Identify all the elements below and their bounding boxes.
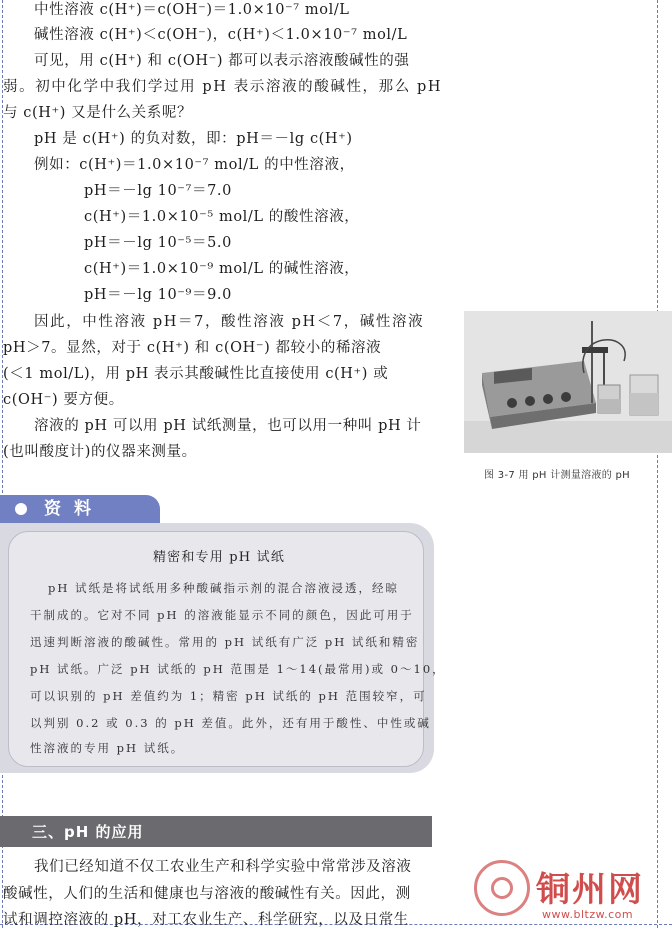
figure-caption: 图 3-7 用 pH 计测量溶液的 pH	[484, 470, 630, 481]
reference-tab-label: 资料	[44, 499, 104, 519]
margin-guide-left	[2, 0, 3, 928]
reference-line: 以判别 0.2 或 0.3 的 pH 差值。此外，还有用于酸性、中性或碱	[30, 716, 431, 730]
text-line: pH＝－lg 10⁻⁷＝7.0	[84, 183, 232, 199]
text-line: 与 c(H⁺) 又是什么关系呢？	[3, 105, 193, 121]
text-line: 溶液的 pH 可以用 pH 试纸测量，也可以用一种叫 pH 计	[34, 418, 422, 434]
text-line: 我们已经知道不仅工农业生产和科学实验中常常涉及溶液	[34, 859, 412, 875]
bullet-dot-icon	[15, 503, 27, 515]
ph-meter-illustration	[464, 311, 672, 453]
reference-tab	[0, 495, 160, 523]
text-line: 弱。初中化学中我们学过用 pH 表示溶液的酸碱性，那么 pH	[3, 79, 443, 95]
text-line: pH＞7。显然，对于 c(H⁺) 和 c(OH⁻) 都较小的稀溶液	[3, 340, 382, 356]
text-line: c(H⁺)＝1.0×10⁻⁹ mol/L 的碱性溶液，	[84, 261, 360, 277]
ph-meter-photo	[464, 311, 672, 453]
reference-title: 精密和专用 pH 试纸	[152, 550, 286, 565]
site-watermark	[470, 858, 670, 928]
text-line: c(OH⁻) 要方便。	[3, 392, 124, 408]
text-line: 酸碱性，人们的生活和健康也与溶液的酸碱性有关。因此，测	[3, 886, 411, 902]
reference-line: 性溶液的专用 pH 试纸。	[30, 741, 185, 755]
text-line: c(H⁺)＝1.0×10⁻⁵ mol/L 的酸性溶液，	[84, 209, 360, 225]
margin-guide-right	[657, 0, 658, 928]
text-line: 例如：c(H⁺)＝1.0×10⁻⁷ mol/L 的中性溶液，	[34, 157, 355, 173]
reference-line: 迅速判断溶液的酸碱性。常用的 pH 试纸有广泛 pH 试纸和精密	[30, 635, 420, 649]
text-line: 碱性溶液 c(H⁺)＜c(OH⁻)，c(H⁺)＜1.0×10⁻⁷ mol/L	[34, 27, 408, 43]
section-heading	[0, 816, 432, 847]
text-line: 试和调控溶液的 pH，对工农业生产、科学研究，以及日常生	[3, 912, 409, 928]
text-line: (＜1 mol/L)，用 pH 表示其酸碱性比直接使用 c(H⁺) 或	[3, 366, 389, 382]
section-heading-label: 三、pH 的应用	[32, 823, 144, 841]
text-line: pH＝－lg 10⁻⁵＝5.0	[84, 235, 232, 251]
text-line: pH＝－lg 10⁻⁹＝9.0	[84, 287, 232, 303]
text-line: (也叫酸度计)的仪器来测量。	[3, 444, 197, 460]
text-line: 中性溶液 c(H⁺)＝c(OH⁻)＝1.0×10⁻⁷ mol/L	[34, 2, 350, 18]
watermark-name: 铜州网	[536, 870, 644, 910]
watermark-url: www.bltzw.com	[542, 908, 634, 921]
text-line: pH 是 c(H⁺) 的负对数，即：pH＝－lg c(H⁺)	[34, 131, 353, 147]
reference-line: pH 试纸是将试纸用多种酸碱指示剂的混合溶液浸透，经晾	[48, 581, 400, 595]
text-line: 可见，用 c(H⁺) 和 c(OH⁻) 都可以表示溶液酸碱性的强	[34, 53, 410, 69]
text-line: 因此，中性溶液 pH＝7，酸性溶液 pH＜7，碱性溶液	[34, 314, 425, 330]
reference-line: 干制成的。它对不同 pH 的溶液能显示不同的颜色，因此可用于	[30, 608, 414, 622]
reference-line: 可以识别的 pH 差值约为 1；精密 pH 试纸的 pH 范围较窄，可	[30, 689, 427, 703]
watermark-logo-icon	[474, 860, 530, 916]
reference-line: pH 试纸。广泛 pH 试纸的 pH 范围是 1～14(最常用)或 0～10，	[30, 662, 446, 676]
